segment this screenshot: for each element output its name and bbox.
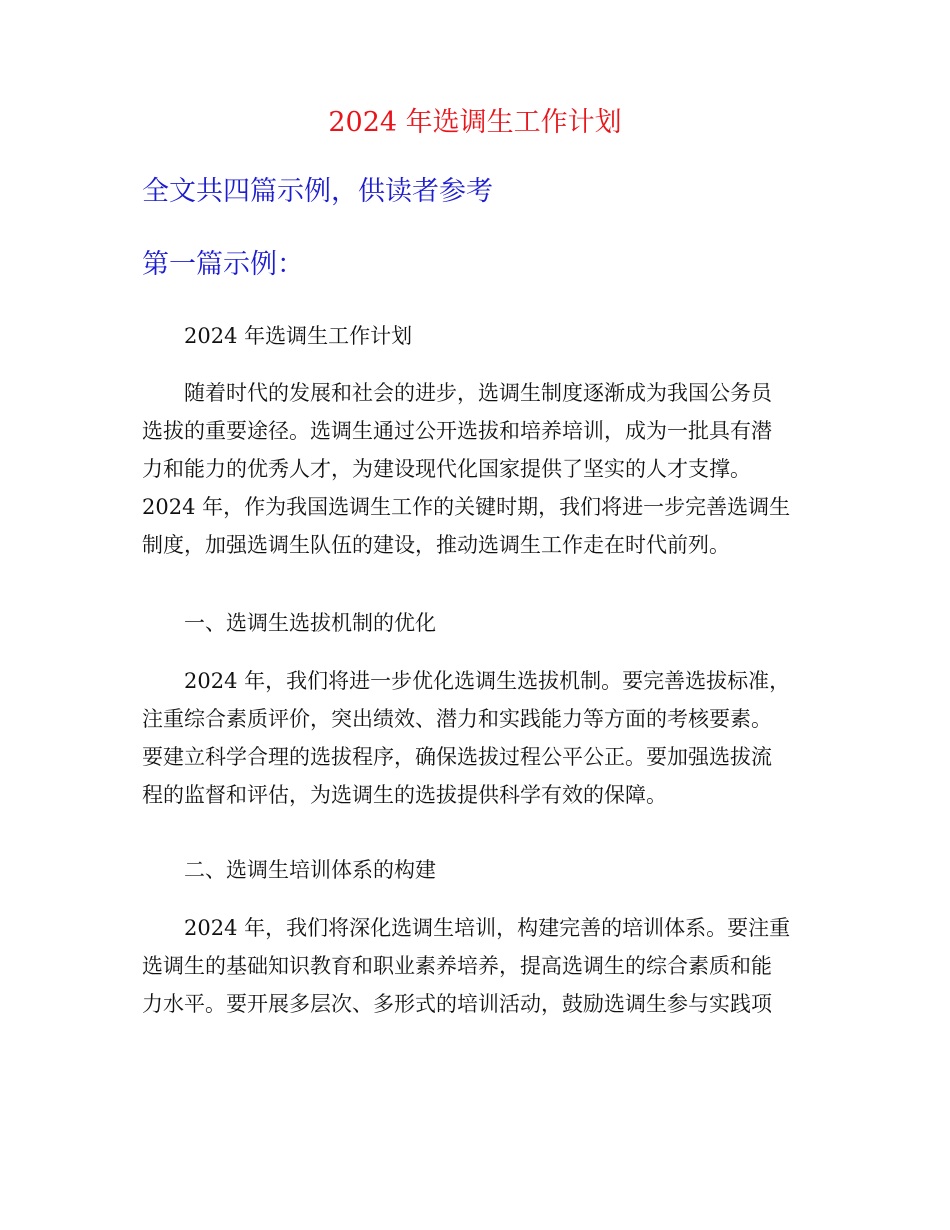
paragraph-line: 2024 年，作为我国选调生工作的关键时期，我们将进一步完善选调生	[142, 495, 791, 519]
paragraph-section-2	[142, 909, 810, 1023]
paragraph-line: 力和能力的优秀人才，为建设现代化国家提供了坚实的人才支撑。	[142, 457, 751, 481]
paragraph-line: 2024 年，我们将进一步优化选调生选拔机制。要完善选拔标准，	[184, 669, 791, 693]
paragraph-line: 选调生的基础知识教育和职业素养培养，提高选调生的综合素质和能	[142, 954, 772, 978]
paragraph-inner-title	[142, 317, 810, 355]
paragraph-line: 随着时代的发展和社会的进步，选调生制度逐渐成为我国公务员	[184, 381, 772, 405]
paragraph-line: 2024 年，我们将深化选调生培训，构建完善的培训体系。要注重	[184, 916, 791, 940]
section-heading-1	[142, 604, 810, 642]
paragraph-line: 选拔的重要途径。选调生通过公开选拔和培养培训，成为一批具有潜	[142, 419, 772, 443]
paragraph-line: 2024 年选调生工作计划	[184, 324, 413, 348]
paragraph-line: 力水平。要开展多层次、多形式的培训活动，鼓励选调生参与实践项	[142, 992, 772, 1016]
paragraph-line: 制度，加强选调生队伍的建设，推动选调生工作走在时代前列。	[142, 533, 730, 557]
paragraph-line: 要建立科学合理的选拔程序，确保选拔过程公平公正。要加强选拔流	[142, 745, 772, 769]
example-heading: 第一篇示例：	[142, 249, 304, 280]
paragraph-line: 二、选调生培训体系的构建	[184, 858, 436, 882]
paragraph-line: 注重综合素质评价，突出绩效、潜力和实践能力等方面的考核要素。	[142, 707, 772, 731]
paragraph-section-1	[142, 662, 810, 814]
paragraph-intro	[142, 374, 810, 564]
paragraph-line: 程的监督和评估，为选调生的选拔提供科学有效的保障。	[142, 783, 667, 807]
paragraph-line: 一、选调生选拔机制的优化	[184, 611, 436, 635]
document-title: 2024 年选调生工作计划	[328, 107, 622, 138]
document-subtitle: 全文共四篇示例，供读者参考	[142, 176, 493, 207]
section-heading-2	[142, 851, 810, 889]
